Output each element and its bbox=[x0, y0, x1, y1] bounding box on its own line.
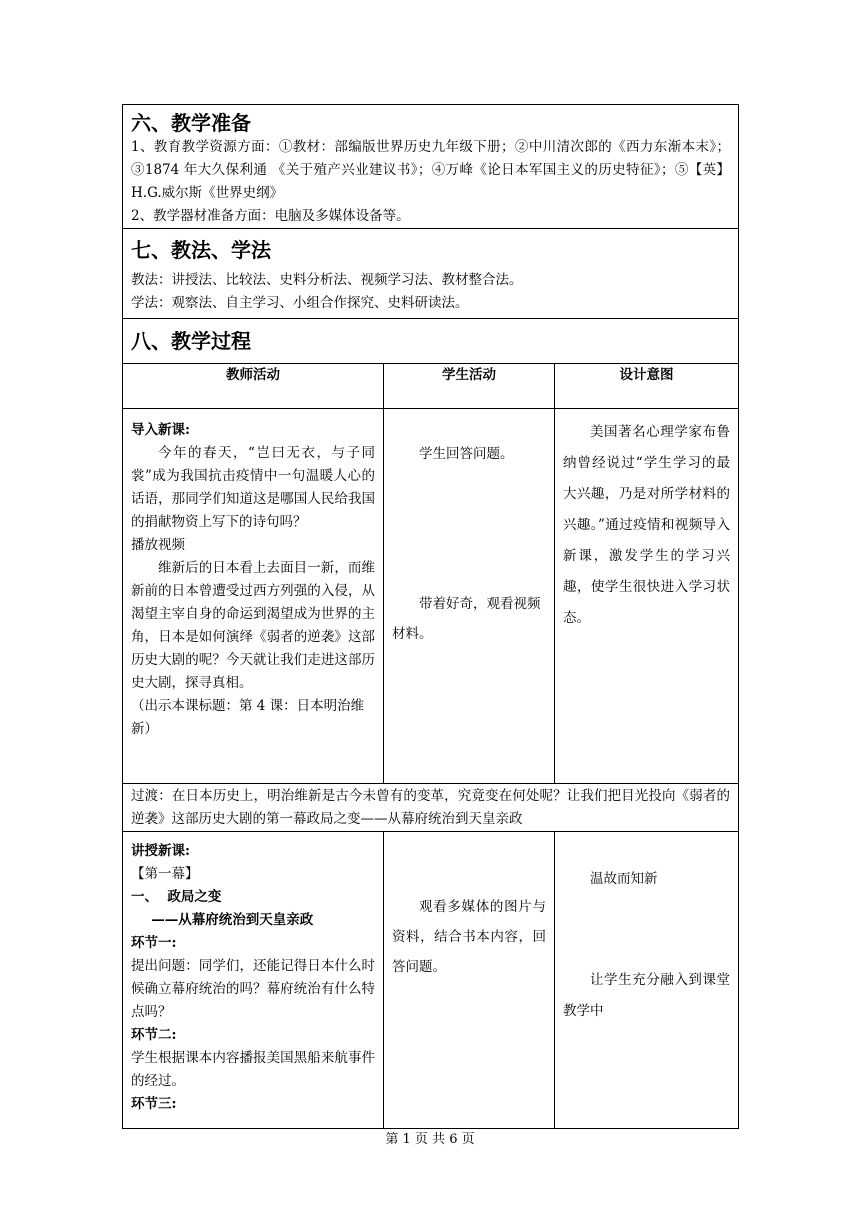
section-six-body bbox=[131, 136, 730, 228]
link-one-text: 提出问题：同学们，还能记得日本什么时候确立幕府统治的吗？幕府统治有什么特点吗？ bbox=[131, 958, 375, 1020]
section-seven-line-2: 学法：观察法、自主学习、小组合作探究、史料研读法。 bbox=[131, 295, 469, 311]
page-number-label: 第 1 页 共 6 页 bbox=[385, 1132, 475, 1147]
section-eight-row bbox=[123, 319, 739, 364]
new-lesson-row bbox=[123, 832, 739, 1129]
section-eight-title: 八、教学过程 bbox=[131, 329, 251, 353]
section-seven-line-1: 教法：讲授法、比较法、史料分析法、视频学习法、教材整合法。 bbox=[131, 272, 523, 288]
new-lesson-design-engage: 让学生充分融入到课堂教学中 bbox=[563, 972, 730, 1019]
new-lesson-teacher-cell bbox=[123, 832, 384, 1129]
transition-cell bbox=[123, 784, 739, 832]
header-design-intent: 设计意图 bbox=[555, 364, 739, 409]
lesson-plan-table bbox=[122, 104, 739, 1129]
intro-lesson-title-note: （出示本课标题：第 4 课：日本明治维新） bbox=[131, 698, 365, 737]
section-seven-body bbox=[131, 269, 730, 315]
intro-paragraph-2: 维新后的日本看上去面目一新，而维新前的日本曾遭受过西方列强的入侵，从渴望主宰自身的命运到渴望成为世界的主角，日本是如何演绎《弱者的逆袭》这部历史大剧的呢？今天就让我们走进这部历史大剧，探寻真相。 bbox=[131, 560, 375, 691]
new-lesson-heading: 讲授新课: bbox=[131, 843, 190, 859]
process-table-header bbox=[123, 364, 739, 409]
intro-paragraph-1: 今年的春天，“岂曰无衣，与子同裳”成为我国抗击疫情中一句温暖人心的话语，那同学们知道这是哪国人民给我国的捐献物资上写下的诗句吗？ bbox=[131, 445, 375, 530]
document-page bbox=[122, 104, 738, 1129]
intro-design-text: 美国著名心理学家布鲁纳曾经说过“学生学习的最大兴趣，乃是对所学材料的兴趣。”通过疫情和视频导入新课，激发学生的学习兴趣，使学生很快进入学习状态。 bbox=[563, 424, 730, 626]
act-one-label: 【第一幕】 bbox=[131, 866, 199, 882]
intro-student-answer: 学生回答问题。 bbox=[419, 446, 514, 462]
intro-play-video: 播放视频 bbox=[131, 537, 185, 553]
section-six-row bbox=[123, 105, 739, 229]
intro-heading: 导入新课: bbox=[131, 422, 190, 438]
section-seven-row bbox=[123, 229, 739, 319]
intro-design-cell bbox=[555, 409, 739, 784]
intro-student-watch: 带着好奇，观看视频材料。 bbox=[392, 596, 541, 642]
section-six-line-1: 1、教育教学资源方面：①教材：部编版世界历史九年级下册；②中川清次郎的《西力东渐本末》；③1874 年大久保利通 《关于殖产兴业建议书》；④万峰《论日本军国主义的历史特征》；⑤【英】H.G.威尔斯《世界史纲》 bbox=[131, 139, 730, 201]
section-seven-title: 七、教法、学法 bbox=[131, 238, 271, 262]
section-six-title: 六、教学准备 bbox=[131, 111, 251, 135]
intro-student-cell bbox=[384, 409, 555, 784]
transition-row bbox=[123, 784, 739, 832]
new-lesson-design-cell bbox=[555, 832, 739, 1129]
section-six-line-2: 2、教学器材准备方面：电脑及多媒体设备等。 bbox=[131, 208, 410, 224]
header-student-activity: 学生活动 bbox=[384, 364, 555, 409]
transition-text: 过渡：在日本历史上，明治维新是古今未曾有的变革，究竟变在何处呢？让我们把目光投向《弱者的逆袭》这部历史大剧的第一幕政局之变——从幕府统治到天皇亲政 bbox=[131, 788, 730, 827]
politics-change-title: 一、 政局之变 bbox=[131, 889, 222, 905]
politics-change-subtitle: ——从幕府统治到天皇亲政 bbox=[151, 912, 314, 928]
link-three-label: 环节三: bbox=[131, 1096, 177, 1112]
new-lesson-student-cell bbox=[384, 832, 555, 1129]
new-lesson-design-review: 温故而知新 bbox=[590, 871, 658, 887]
link-one-label: 环节一: bbox=[131, 935, 177, 951]
new-lesson-student-text: 观看多媒体的图片与资料，结合书本内容，回答问题。 bbox=[392, 899, 546, 975]
header-teacher-activity: 教师活动 bbox=[123, 364, 384, 409]
page-footer bbox=[0, 1128, 860, 1147]
link-two-label: 环节二: bbox=[131, 1027, 177, 1043]
intro-row bbox=[123, 409, 739, 784]
link-two-text: 学生根据课本内容播报美国黑船来航事件的经过。 bbox=[131, 1050, 375, 1089]
intro-teacher-cell bbox=[123, 409, 384, 784]
